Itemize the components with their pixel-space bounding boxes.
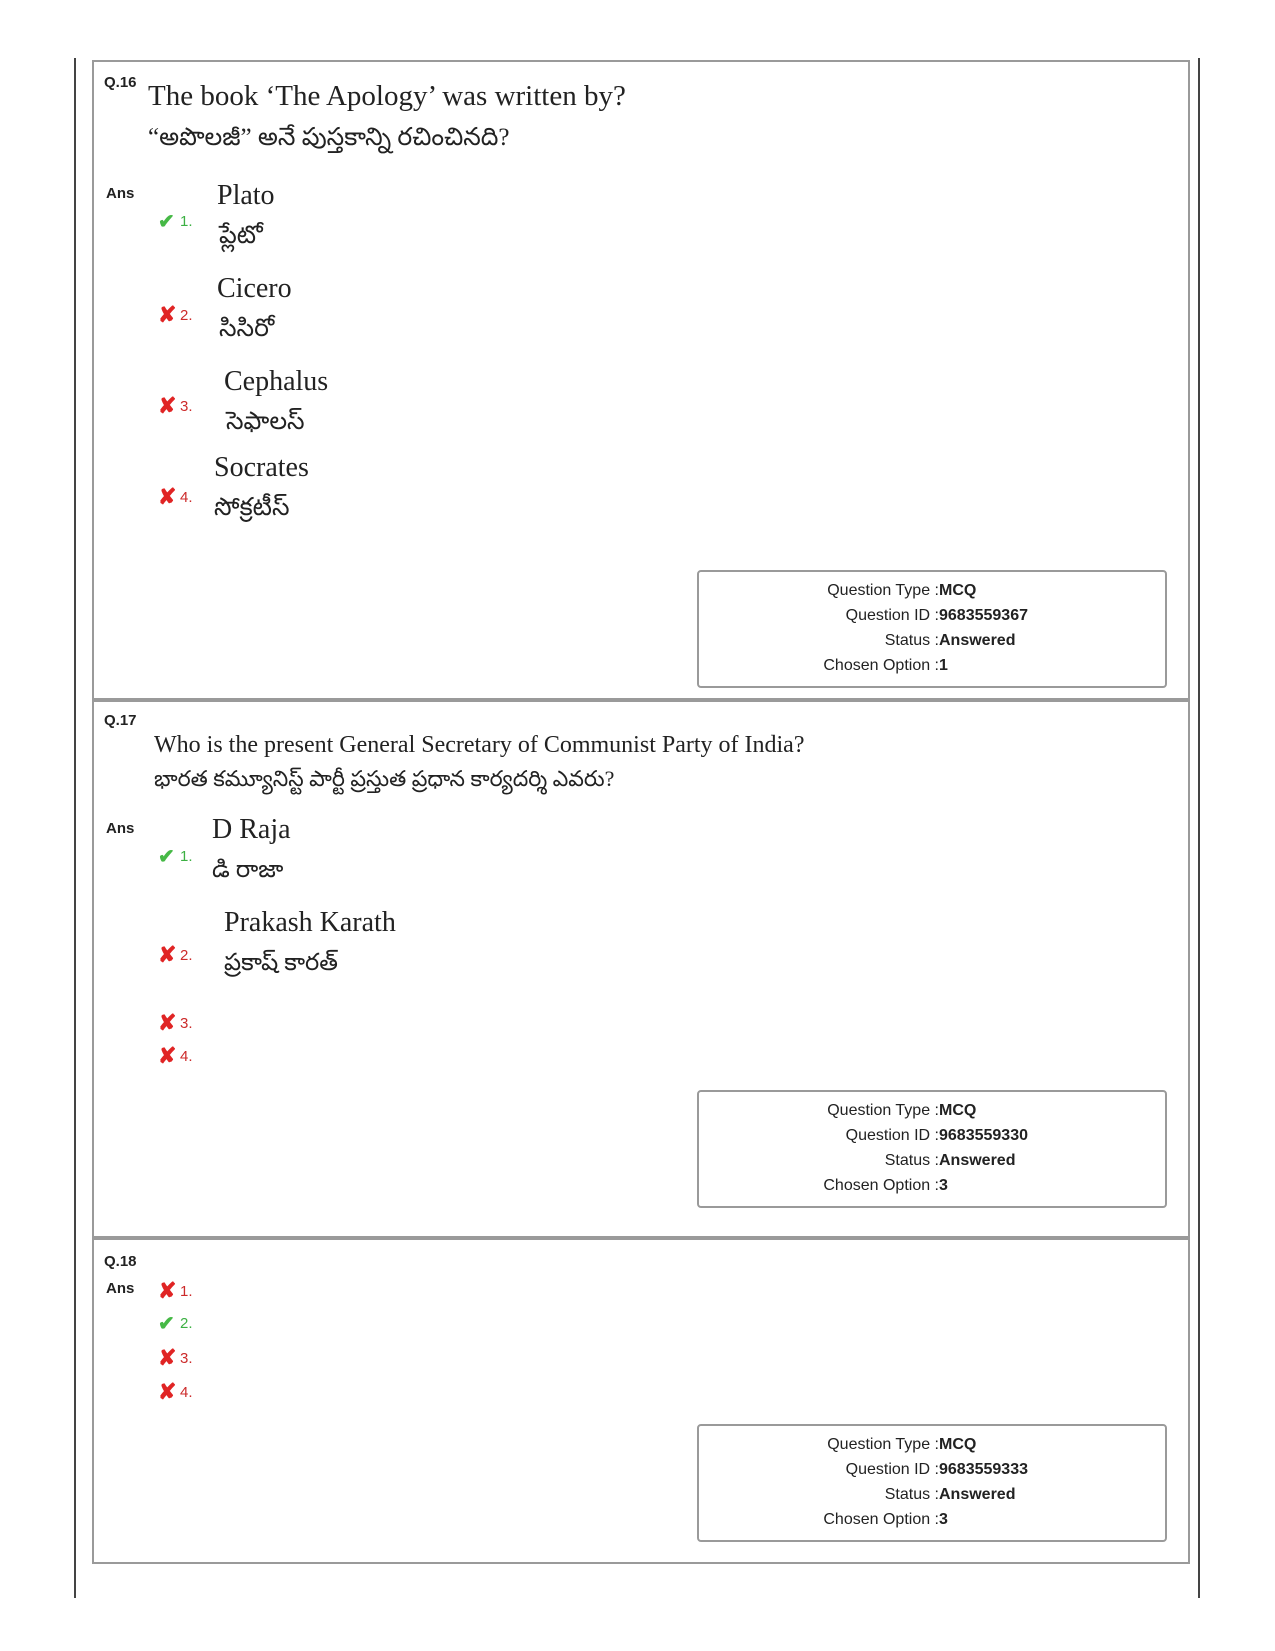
cross-icon: ✘ [158,1010,177,1035]
chosen-option-label: Chosen Option : [823,657,939,674]
question-text-en: The book ‘The Apology’ was written by? [148,80,626,112]
question-block-16 [92,60,1190,700]
option-2-text-en: Cicero [217,273,292,304]
question-info-panel [697,570,1167,688]
option-4: ✘ 4. [158,484,193,509]
cross-icon: ✘ [158,942,177,967]
option-4: ✘ 4. [158,1379,193,1404]
cross-icon: ✘ [158,1345,177,1370]
option-2-text-te: సిసిరో [219,315,275,342]
option-2: ✘ 2. [158,942,193,967]
answer-label: Ans [106,1280,135,1297]
page-border-left [74,58,76,1598]
cross-icon: ✘ [158,393,177,418]
check-icon: ✔ [158,211,175,233]
check-icon: ✔ [158,1313,175,1335]
check-icon: ✔ [158,846,175,868]
question-number: Q.16 [104,74,137,91]
chosen-option-value: 3 [939,1511,948,1528]
cross-icon: ✘ [158,1278,177,1303]
chosen-option-value: 1 [939,657,948,674]
status-label: Status : [884,632,939,649]
question-text-en: Who is the present General Secretary of Communist Party of India? [154,732,805,758]
option-3-text-te: సెఫాలస్ [226,408,305,435]
question-type-value: MCQ [939,1436,977,1453]
question-type-label: Question Type : [827,1102,939,1119]
question-id-label: Question ID : [845,1127,939,1144]
status-label: Status : [884,1486,939,1503]
option-4: ✘ 4. [158,1043,193,1068]
chosen-option-label: Chosen Option : [823,1511,939,1528]
option-3: ✘ 3. [158,1345,193,1370]
option-3: ✘ 3. [158,393,193,418]
question-id-value: 9683559367 [939,607,1028,624]
question-id-value: 9683559333 [939,1461,1028,1478]
option-1: ✔ 1. [158,211,193,233]
cross-icon: ✘ [158,1379,177,1404]
option-2: ✘ 2. [158,302,193,327]
status-value: Answered [939,1486,1016,1503]
option-1-text-en: D Raja [212,814,291,845]
option-3-text-en: Cephalus [224,366,329,397]
cross-icon: ✘ [158,302,177,327]
option-4-text-en: Socrates [214,452,309,483]
question-block-18 [92,1238,1190,1564]
question-block-17 [92,700,1190,1238]
question-type-label: Question Type : [827,582,939,599]
status-value: Answered [939,1152,1016,1169]
option-1-text-te: ప్లేటో [219,222,263,249]
option-1-text-en: Plato [217,180,275,211]
question-type-value: MCQ [939,582,977,599]
cross-icon: ✘ [158,1043,177,1068]
question-id-value: 9683559330 [939,1127,1028,1144]
question-type-value: MCQ [939,1102,977,1119]
answer-label: Ans [106,185,135,202]
option-2-text-te: ప్రకాష్ కారత్ [224,950,338,976]
question-info-panel [697,1090,1167,1208]
page-border-right [1198,58,1200,1598]
question-type-label: Question Type : [827,1436,939,1453]
question-number: Q.18 [104,1253,137,1270]
question-number: Q.17 [104,712,137,729]
status-value: Answered [939,632,1016,649]
cross-icon: ✘ [158,484,177,509]
chosen-option-label: Chosen Option : [823,1177,939,1194]
option-1: ✘ 1. [158,1278,193,1303]
question-text-te: “అపొలజీ” అనే పుస్తకాన్ని రచించినది? [148,124,510,151]
question-text-te: భారత కమ్యూనిస్ట్ పార్టీ ప్రస్తుత ప్రధాన కార్యదర్శి ఎవరు? [154,766,615,791]
option-1: ✔ 1. [158,846,193,868]
status-label: Status : [884,1152,939,1169]
question-id-label: Question ID : [845,607,939,624]
option-3: ✘ 3. [158,1010,193,1035]
option-2: ✔ 2. [158,1313,193,1335]
option-1-text-te: డి రాజా [212,857,284,883]
option-4-text-te: సోక్రటీస్ [214,494,290,521]
option-2-text-en: Prakash Karath [224,907,396,938]
question-info-panel [697,1424,1167,1542]
question-id-label: Question ID : [845,1461,939,1478]
answer-label: Ans [106,820,135,837]
chosen-option-value: 3 [939,1177,948,1194]
